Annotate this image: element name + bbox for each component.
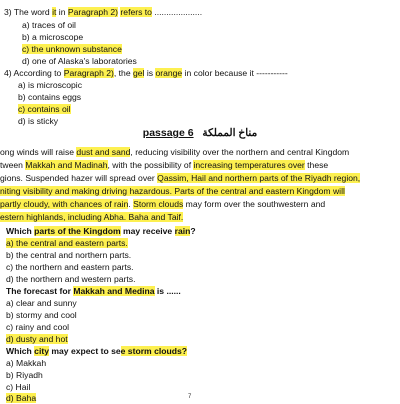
text-segment: gions. Suspended hazer will spread over xyxy=(0,173,158,183)
highlighted-text: Makkah and Medina xyxy=(73,286,155,296)
question-forecast-option-a xyxy=(6,297,77,309)
option-text: d) is sticky xyxy=(18,116,59,126)
highlighted-text: it xyxy=(52,7,57,17)
text-segment: these xyxy=(304,160,329,170)
text-segment: The forecast for xyxy=(6,286,74,296)
highlighted-text: e storm clouds? xyxy=(120,346,188,356)
question-storm-option-a xyxy=(6,357,46,369)
text-segment: , the xyxy=(113,68,133,78)
question-forecast-option-c xyxy=(6,321,69,333)
question-storm-option-d xyxy=(6,392,36,404)
question-storm-option-b xyxy=(6,369,43,381)
option-text: c) the northern and eastern parts. xyxy=(6,262,134,272)
option-text: a) is microscopic xyxy=(18,80,82,90)
option-text: d) one of Alaska's laboratories xyxy=(22,56,137,66)
passage-line-3 xyxy=(0,172,360,184)
highlighted-text: partly cloudy, with chances of xyxy=(0,199,115,209)
highlighted-text: refers to xyxy=(120,7,152,17)
option-text: a) Makkah xyxy=(6,358,47,368)
question-4-option-c xyxy=(18,103,71,115)
question-4-stem xyxy=(4,67,288,79)
option-text: d) the northern and western parts. xyxy=(6,274,136,284)
option-text: c) Hail xyxy=(6,382,31,392)
highlighted-text: rain xyxy=(114,199,129,209)
question-3-stem xyxy=(4,6,202,18)
question-4-option-d xyxy=(18,115,58,127)
question-4-option-a xyxy=(18,79,82,91)
question-3-option-d xyxy=(22,55,137,67)
passage-line-4 xyxy=(0,185,345,197)
passage-line-1 xyxy=(0,146,349,158)
page-number: 7 xyxy=(188,394,192,400)
option-text: b) Riyadh xyxy=(6,370,43,380)
question-4-option-b xyxy=(18,91,81,103)
option-text: b) the central and northern parts. xyxy=(6,250,132,260)
text-segment: may expect to se xyxy=(48,346,121,356)
passage-line-6 xyxy=(0,211,183,223)
passage-title xyxy=(0,127,400,139)
highlighted-text: orange xyxy=(155,68,183,78)
question-rain-option-b xyxy=(6,249,131,261)
question-rain-option-c xyxy=(6,261,134,273)
text-segment: is ...... xyxy=(154,286,181,296)
option-text: a) the central and eastern parts. xyxy=(6,238,128,248)
highlighted-text: Qassim, Hail and northern parts of the Riyadh region, xyxy=(157,173,361,183)
option-text: b) a microscope xyxy=(22,32,84,42)
text-segment: , reducing visibility over the northern and central Kingdom xyxy=(130,147,350,157)
question-rain-stem xyxy=(6,225,196,237)
option-text: a) clear and sunny xyxy=(6,298,77,308)
highlighted-text: parts of the Kingdom xyxy=(34,226,121,236)
option-text: d) Baha xyxy=(6,393,37,403)
text-segment: Which xyxy=(6,346,35,356)
text-segment: . xyxy=(128,199,134,209)
option-text: c) the unknown substance xyxy=(22,44,122,54)
text-segment: ? xyxy=(190,226,196,236)
highlighted-text: niting visibility and making driving hazardous. Parts of the central and eastern Kingdom will xyxy=(0,186,345,196)
question-storm-stem xyxy=(6,345,187,357)
question-3-option-b xyxy=(22,31,83,43)
option-text: b) contains eggs xyxy=(18,92,82,102)
highlighted-text: increasing temperatures over xyxy=(193,160,305,170)
text-segment: may receive xyxy=(120,226,175,236)
highlighted-text: estern highlands, including Abha. Baha and Taif. xyxy=(0,212,184,222)
text-segment: .................... xyxy=(151,7,203,17)
highlighted-text: Storm clouds xyxy=(133,199,184,209)
text-segment: in color because it ----------- xyxy=(182,68,288,78)
highlighted-text: Paragraph 2) xyxy=(63,68,114,78)
highlighted-text: Makkah and Madinah xyxy=(25,160,108,170)
highlighted-text: city xyxy=(34,346,49,356)
passage-title-ar: مناخ المملكة xyxy=(202,127,258,139)
text-segment: , with the possibility of xyxy=(107,160,194,170)
option-text: c) rainy and cool xyxy=(6,322,70,332)
passage-line-5 xyxy=(0,198,325,210)
passage-title-en: passage 6 xyxy=(142,127,194,139)
question-rain-option-a xyxy=(6,237,128,249)
text-segment: in xyxy=(56,7,68,17)
question-3-option-a xyxy=(22,19,76,31)
text-segment: tween xyxy=(0,160,26,170)
text-segment: ong winds will raise xyxy=(0,147,77,157)
option-text: c) contains oil xyxy=(18,104,71,114)
question-forecast-option-b xyxy=(6,309,77,321)
passage-line-2 xyxy=(0,159,328,171)
text-segment: may form over the southwestern and xyxy=(183,199,326,209)
text-segment: Which xyxy=(6,226,35,236)
highlighted-text: dust and sand xyxy=(76,147,131,157)
highlighted-text: gel xyxy=(133,68,145,78)
text-segment: 4) According to xyxy=(4,68,64,78)
question-3-option-c xyxy=(22,43,122,55)
highlighted-text: rain xyxy=(174,226,191,236)
question-rain-option-d xyxy=(6,273,135,285)
question-forecast-stem xyxy=(6,285,181,297)
option-text: b) stormy and cool xyxy=(6,310,77,320)
option-text: d) dusty and hot xyxy=(6,334,68,344)
highlighted-text: Paragraph 2) xyxy=(67,7,119,17)
option-text: a) traces of oil xyxy=(22,20,76,30)
question-forecast-option-d xyxy=(6,333,68,345)
text-segment: is xyxy=(144,68,156,78)
text-segment: 3) The word xyxy=(4,7,53,17)
